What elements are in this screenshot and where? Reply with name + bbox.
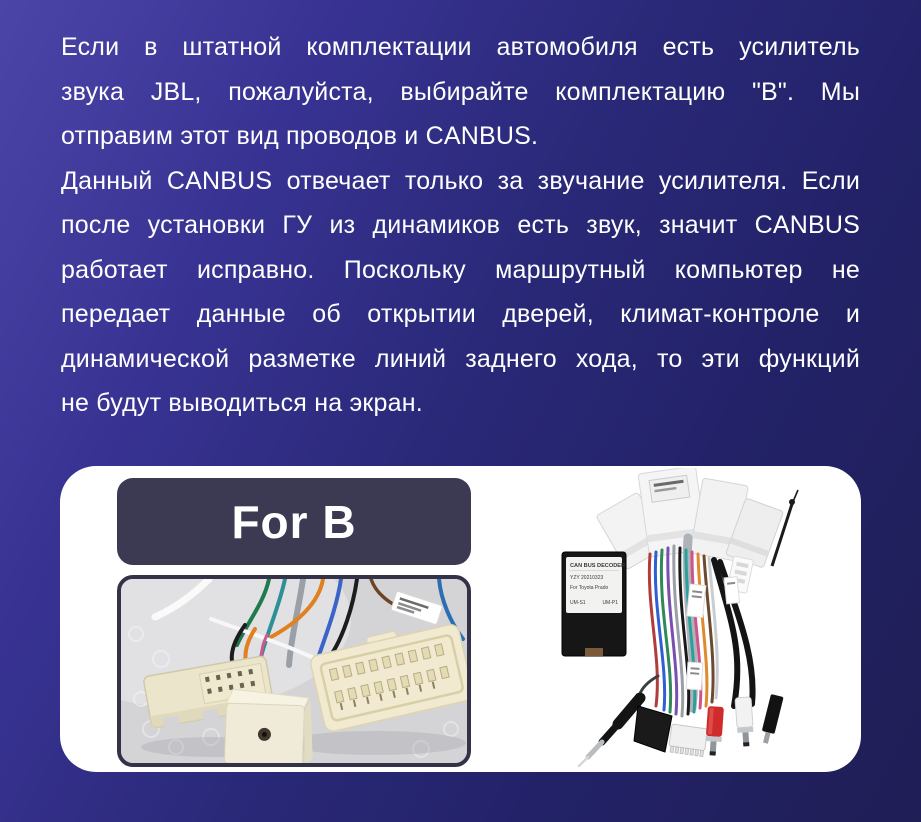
text-line: работает исправно. Поскольку маршрутный компьютер не (61, 255, 860, 284)
decoder-label-line4-left: UM-S1 (570, 600, 586, 606)
text-line: отправим этот вид проводов и CANBUS. (61, 122, 539, 150)
black-plug-right (759, 694, 783, 745)
text-line: передает данные об открытии дверей, климат-контроле и (61, 300, 860, 328)
intro-text (61, 25, 860, 426)
text-line: после установки ГУ из динамиков есть звук, значит CANBUS (61, 211, 860, 239)
canbus-harness-illustration (538, 468, 858, 768)
text-line: динамической разметке линий заднего хода, то эти функций (61, 344, 860, 373)
kit-variant-label (117, 478, 471, 565)
white-pin-connector (668, 724, 708, 757)
decoder-label-title: CAN BUS DECODER (570, 563, 626, 569)
shadow (286, 731, 466, 755)
text-line: Данный CANBUS отвечает только за звучание усилителя. Если (61, 166, 860, 195)
decoder-connector-slot (585, 648, 603, 656)
rca-plug-white (735, 697, 754, 747)
rca-plug-red (705, 706, 724, 756)
text-line: Если в штатной комплектации автомобиля есть усилитель (61, 33, 860, 61)
black-connector (634, 706, 672, 752)
decoder-label-line3: For Toyota Prado (570, 585, 609, 591)
decoder-label-line2: YZY 20210323 (570, 575, 604, 581)
kit-card (60, 466, 861, 772)
notch (202, 709, 220, 726)
canbus-decoder-box (562, 552, 626, 656)
decoder-label-line4-right: UM-P1 (602, 600, 618, 606)
antenna-plug (579, 698, 640, 766)
kit-variant-label-text: For B (231, 495, 357, 548)
text-line: звука JBL, пожалуйста, выбирайте комплектацию "B". Мы (61, 77, 860, 106)
connector-middle (224, 689, 315, 763)
connectors-photo (117, 575, 471, 767)
connectors-photo-illustration (121, 579, 467, 763)
text-line: не будут выводиться на экран. (61, 389, 423, 417)
notch (162, 715, 180, 732)
canbus-harness-photo (538, 468, 858, 768)
